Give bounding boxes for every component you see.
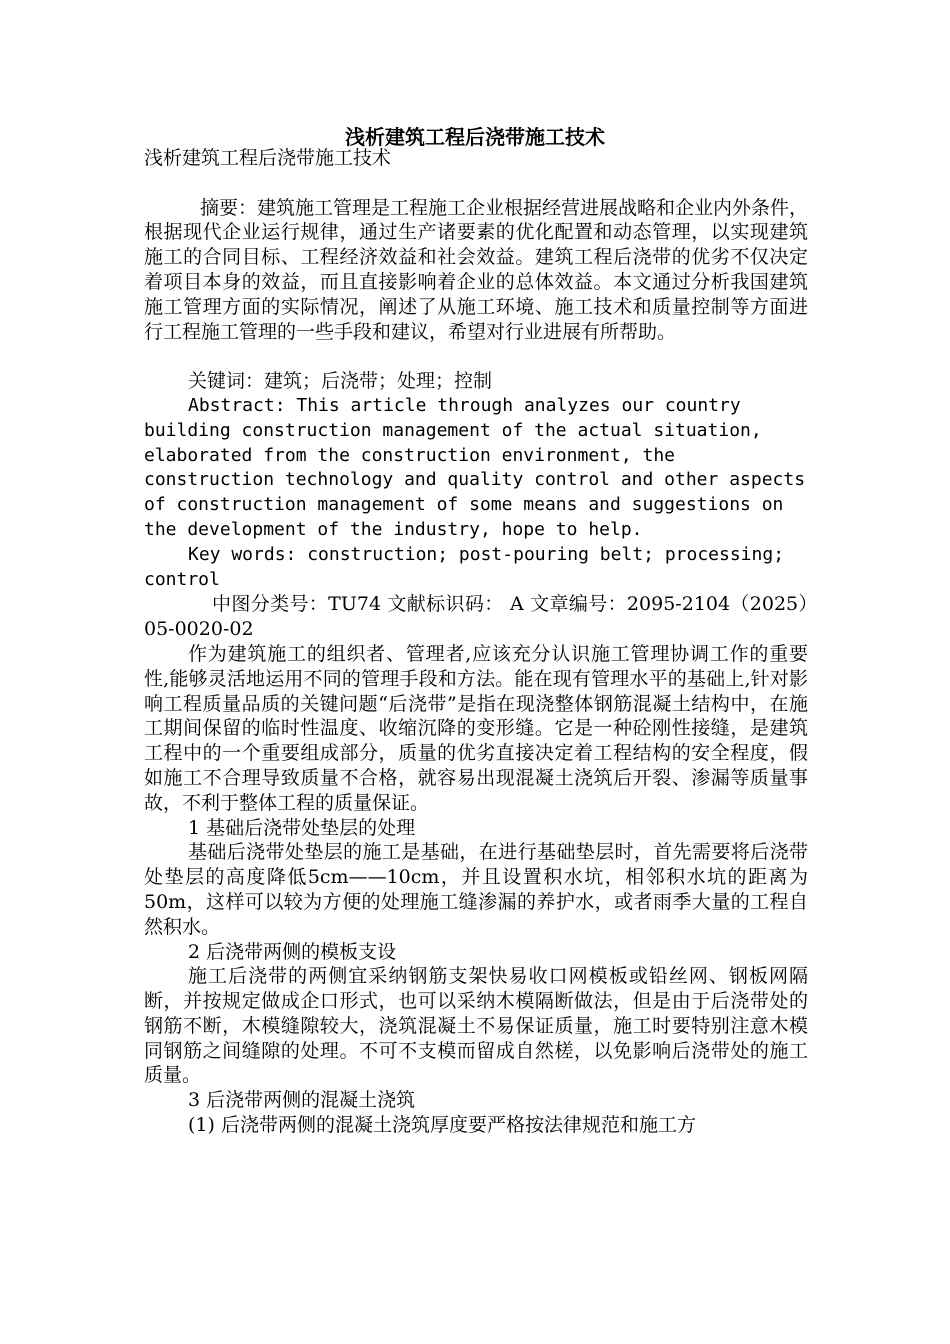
section1-paragraph: 基础后浇带处垫层的施工是基础，在进行基础垫层时，首先需要将后浇带处垫层的高度降低5cm——10cm，并且设置积水坑，相邻积水坑的距离为50m，这样可以较为方便的处理施工缝渗漏的养护水，或者雨季大量的工程自然积水。 — [144, 841, 808, 938]
blank-line — [144, 171, 808, 196]
keywords-en: Key words: construction; post-pouring belt; processing; control — [144, 543, 785, 590]
abstract-cn: 摘要：建筑施工管理是工程施工企业根据经营进展战略和企业内外条件，根据现代企业运行规律，通过生产诸要素的优化配置和动态管理，以实现建筑施工的合同目标、工程经济效益和社会效益。建筑工程后浇带的优劣不仅决定着项目本身的效益，而且直接影响着企业的总体效益。本文通过分析我国建筑施工管理方面的实际情况，阐述了从施工环境、施工技术和质量控制等方面进行工程施工管理的一些手段和建议，希望对行业进展有所帮助。 — [144, 196, 809, 343]
document-subtitle: 浅析建筑工程后浇带施工技术 — [144, 147, 392, 169]
section3-item-1: (1) 后浇带两侧的混凝土浇筑厚度要严格按法律规范和施工方 — [188, 1114, 696, 1137]
document-body — [144, 146, 808, 1138]
keywords-cn: 关键词：建筑；后浇带；处理；控制 — [188, 370, 493, 393]
abstract-en: Abstract: This article through analyzes our country building construction management of the actual situation, elaborated from the construction environment, the construction technology and quality control and other aspects of construction management of some means and suggestions on the development of the industry, hope to help. — [144, 394, 806, 540]
section2-paragraph: 施工后浇带的两侧宜采纳钢筋支架快易收口网模板或铅丝网、钢板网隔断，并按规定做成企口形式，也可以采纳木模隔断做法，但是由于后浇带处的钢筋不断，木模缝隙较大，浇筑混凝土不易保证质量，施工时要特别注意木模同钢筋之间缝隙的处理。不可不支模而留成自然槎，以免影响后浇带处的施工质量。 — [144, 965, 808, 1087]
document-title: 浅析建筑工程后浇带施工技术 — [345, 125, 605, 149]
section2-heading: 2 后浇带两侧的模板支设 — [188, 940, 397, 963]
section3-heading: 3 后浇带两侧的混凝土浇筑 — [188, 1089, 416, 1112]
intro-paragraph: 作为建筑施工的组织者、管理者,应该充分认识施工管理协调工作的重要性,能够灵活地运用不同的管理手段和方法。能在现有管理水平的基础上,针对影响工程质量品质的关键问题“后浇带”是指在现浇整体钢筋混凝土结构中，在施工期间保留的临时性温度、收缩沉降的变形缝。它是一种砼刚性接缝，是建筑工程中的一个重要组成部分，质量的优劣直接决定着工程结构的安全程度，假如施工不合理导致质量不合格，就容易出现混凝土浇筑后开裂、渗漏等质量事故，不利于整体工程的质量保证。 — [144, 642, 808, 814]
section1-heading: 1 基础后浇带处垫层的处理 — [188, 816, 416, 839]
classification-line: 中图分类号：TU74 文献标识码： A 文章编号：2095-2104（2025）05-0020-02 — [144, 593, 808, 641]
blank-line — [144, 344, 808, 369]
